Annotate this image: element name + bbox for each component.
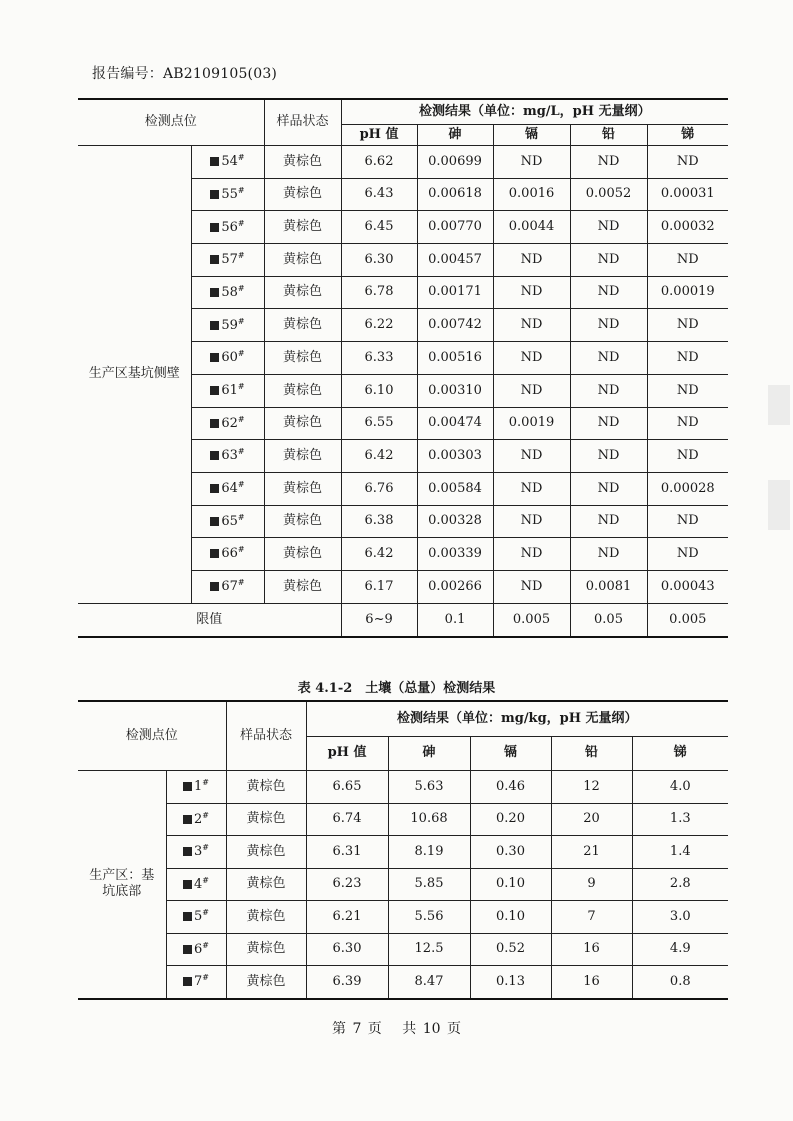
sample-point [191,472,264,505]
header-pb: 铅 [551,737,632,771]
value-cd: 0.0019 [493,407,570,440]
value-ph: 6.30 [341,244,417,277]
square-icon [183,977,192,986]
sample-id: 2 [194,811,203,827]
value-as: 0.00699 [417,146,493,179]
value-pb: 16 [551,933,632,966]
sample-id: 63 [221,448,238,464]
sample-id: 59 [221,317,238,333]
value-ph: 6.65 [306,771,388,804]
sample-point [166,771,226,804]
value-as: 0.00457 [417,244,493,277]
header-as: 砷 [417,125,493,146]
square-icon [210,321,219,330]
sample-state: 黄棕色 [226,868,306,901]
square-icon [210,419,219,428]
value-ph: 6.39 [306,966,388,999]
sample-id: 62 [221,415,238,431]
value-as: 0.00474 [417,407,493,440]
sample-point [191,440,264,473]
sample-id: 64 [221,481,238,497]
header-results: 检测结果（单位：mg/kg，pH 无量纲） [306,701,728,737]
sample-point [191,505,264,538]
value-pb: 7 [551,901,632,934]
value-as: 0.00584 [417,472,493,505]
square-icon [210,484,219,493]
value-pb: ND [570,146,647,179]
value-as: 0.00328 [417,505,493,538]
value-cd: 0.0016 [493,178,570,211]
sample-point [166,966,226,999]
table2-caption: 表 4.1-2 土壤（总量）检测结果 [297,681,496,696]
scan-edge-mark [768,480,790,530]
value-ph: 6.21 [306,901,388,934]
value-ph: 6.30 [306,933,388,966]
sample-point [191,342,264,375]
sample-state: 黄棕色 [226,803,306,836]
sample-id: 1 [194,779,203,795]
value-as: 8.47 [388,966,470,999]
sample-state: 黄棕色 [264,211,341,244]
value-pb: 16 [551,966,632,999]
table-row [78,868,728,901]
value-pb: ND [570,538,647,571]
group-label: 生产区基坑侧壁 [78,146,191,604]
square-icon [210,582,219,591]
sample-id-mark: # [237,349,245,359]
value-pb: 20 [551,803,632,836]
sample-state: 黄棕色 [226,901,306,934]
square-icon [183,945,192,954]
value-as: 0.00770 [417,211,493,244]
sample-point [191,178,264,211]
sample-point [191,146,264,179]
header-sb: 锑 [647,125,728,146]
value-as: 5.85 [388,868,470,901]
sample-id-mark: # [202,908,209,918]
value-ph: 6.62 [341,146,417,179]
square-icon [183,847,192,856]
sample-state: 黄棕色 [226,771,306,804]
value-pb: ND [570,440,647,473]
value-pb: 21 [551,836,632,869]
value-pb: 9 [551,868,632,901]
sample-id-mark: # [237,545,245,555]
value-cd: ND [493,472,570,505]
value-pb: ND [570,374,647,407]
value-cd: 0.20 [470,803,551,836]
square-icon [183,815,192,824]
value-ph: 6.33 [341,342,417,375]
square-icon [210,157,219,166]
sample-id: 6 [194,941,203,957]
value-sb: 1.3 [632,803,728,836]
sample-state: 黄棕色 [264,538,341,571]
value-sb: ND [647,374,728,407]
page-footer: 第 7 页 共 10 页 [332,1021,461,1037]
sample-point [166,933,226,966]
sample-state: 黄棕色 [264,407,341,440]
square-icon [210,353,219,362]
leaching-results-table [78,98,728,638]
table-row [78,966,728,999]
sample-id: 60 [221,350,238,366]
value-pb: ND [570,472,647,505]
sample-state: 黄棕色 [226,836,306,869]
header-state: 样品状态 [226,701,306,771]
value-as: 0.00742 [417,309,493,342]
sample-point [166,836,226,869]
sample-id-mark: # [202,843,209,853]
sample-point [191,211,264,244]
sample-state: 黄棕色 [264,374,341,407]
value-as: 5.56 [388,901,470,934]
header-ph: pH 值 [306,737,388,771]
sample-state: 黄棕色 [264,440,341,473]
value-ph: 6.74 [306,803,388,836]
header-ph: pH 值 [341,125,417,146]
value-as: 0.00516 [417,342,493,375]
value-cd: ND [493,570,570,603]
value-pb: 0.0081 [570,570,647,603]
limit-value: 0.005 [493,603,570,637]
value-as: 8.19 [388,836,470,869]
sample-id-mark: # [237,283,245,293]
sample-state: 黄棕色 [264,276,341,309]
sample-id-mark: # [237,447,245,457]
value-sb: ND [647,244,728,277]
sample-id: 7 [194,974,203,990]
value-pb: ND [570,505,647,538]
header-sb: 锑 [632,737,728,771]
value-ph: 6.31 [306,836,388,869]
limit-value: 6~9 [341,603,417,637]
value-ph: 6.55 [341,407,417,440]
value-cd: 0.13 [470,966,551,999]
value-ph: 6.10 [341,374,417,407]
value-cd: ND [493,374,570,407]
square-icon [210,451,219,460]
value-ph: 6.17 [341,570,417,603]
sample-state: 黄棕色 [264,178,341,211]
value-sb: 0.00019 [647,276,728,309]
value-sb: 1.4 [632,836,728,869]
value-sb: ND [647,309,728,342]
value-cd: ND [493,276,570,309]
value-as: 0.00171 [417,276,493,309]
limit-label: 限值 [78,603,341,637]
sample-id-mark: # [202,973,209,983]
value-as: 0.00339 [417,538,493,571]
sample-id: 66 [221,546,238,562]
value-cd: ND [493,538,570,571]
square-icon [210,517,219,526]
sample-point [191,244,264,277]
value-pb: ND [570,407,647,440]
value-pb: ND [570,244,647,277]
sample-id-mark: # [237,414,245,424]
sample-state: 黄棕色 [264,570,341,603]
header-cd: 镉 [470,737,551,771]
sample-id-mark: # [237,512,245,522]
header-point: 检测点位 [78,701,226,771]
sample-point [166,868,226,901]
value-sb: 0.00043 [647,570,728,603]
value-as: 0.00310 [417,374,493,407]
square-icon [210,190,219,199]
value-sb: 4.9 [632,933,728,966]
value-sb: ND [647,538,728,571]
sample-id: 57 [221,252,238,268]
value-cd: ND [493,505,570,538]
value-ph: 6.22 [341,309,417,342]
sample-state: 黄棕色 [264,342,341,375]
sample-id-mark: # [237,480,245,490]
scan-edge-mark [768,385,790,425]
table-row [78,901,728,934]
sample-state: 黄棕色 [264,505,341,538]
sample-state: 黄棕色 [226,966,306,999]
value-ph: 6.76 [341,472,417,505]
value-cd: 0.52 [470,933,551,966]
value-as: 0.00266 [417,570,493,603]
sample-point [191,538,264,571]
square-icon [183,880,192,889]
square-icon [210,288,219,297]
sample-id-mark: # [237,251,245,261]
value-cd: ND [493,342,570,375]
value-pb: ND [570,342,647,375]
sample-id-mark: # [202,778,209,788]
sample-id: 4 [194,876,203,892]
sample-state: 黄棕色 [226,933,306,966]
value-cd: ND [493,244,570,277]
table-row [78,146,728,179]
sample-point [191,276,264,309]
value-as: 5.63 [388,771,470,804]
sample-id: 54 [221,154,238,170]
value-ph: 6.78 [341,276,417,309]
value-cd: ND [493,440,570,473]
value-cd: 0.46 [470,771,551,804]
value-sb: ND [647,407,728,440]
sample-id: 5 [194,909,203,925]
value-as: 0.00618 [417,178,493,211]
header-cd: 镉 [493,125,570,146]
value-ph: 6.42 [341,440,417,473]
sample-point [191,407,264,440]
value-ph: 6.23 [306,868,388,901]
sample-id: 67 [221,579,238,595]
header-pb: 铅 [570,125,647,146]
sample-point [191,309,264,342]
table-row [78,771,728,804]
sample-point [166,803,226,836]
square-icon [210,549,219,558]
value-sb: 0.00032 [647,211,728,244]
value-as: 12.5 [388,933,470,966]
sample-id: 61 [221,383,238,399]
sample-id-mark: # [237,316,245,326]
value-cd: 0.10 [470,901,551,934]
value-sb: 4.0 [632,771,728,804]
sample-id: 56 [221,219,238,235]
header-as: 砷 [388,737,470,771]
sample-state: 黄棕色 [264,309,341,342]
value-sb: 3.0 [632,901,728,934]
sample-point [166,901,226,934]
value-sb: ND [647,440,728,473]
value-sb: ND [647,505,728,538]
sample-id-mark: # [202,940,209,950]
value-as: 10.68 [388,803,470,836]
square-icon [183,782,192,791]
value-sb: ND [647,146,728,179]
sample-point [191,570,264,603]
limit-value: 0.1 [417,603,493,637]
sample-id-mark: # [237,382,245,392]
header-results: 检测结果（单位：mg/L，pH 无量纲） [341,99,728,125]
sample-id: 55 [221,186,238,202]
value-cd: ND [493,309,570,342]
square-icon [210,386,219,395]
value-sb: 0.8 [632,966,728,999]
header-state: 样品状态 [264,99,341,146]
sample-id: 58 [221,284,238,300]
value-cd: 0.30 [470,836,551,869]
value-cd: 0.0044 [493,211,570,244]
square-icon [210,255,219,264]
sample-id-mark: # [202,810,209,820]
header-point: 检测点位 [78,99,264,146]
sample-id-mark: # [237,153,245,163]
report-number: 报告编号：AB2109105(03) [92,66,278,82]
sample-id-mark: # [202,875,209,885]
sample-point [191,374,264,407]
value-ph: 6.45 [341,211,417,244]
value-ph: 6.42 [341,538,417,571]
value-ph: 6.43 [341,178,417,211]
sample-state: 黄棕色 [264,244,341,277]
value-pb: ND [570,211,647,244]
limit-value: 0.005 [647,603,728,637]
table-row [78,803,728,836]
sample-id: 65 [221,513,238,529]
value-pb: ND [570,309,647,342]
sample-id-mark: # [237,185,245,195]
value-cd: ND [493,146,570,179]
square-icon [210,223,219,232]
value-sb: ND [647,342,728,375]
value-sb: 0.00031 [647,178,728,211]
sample-id: 3 [194,844,203,860]
total-soil-results-table [78,700,728,1000]
value-cd: 0.10 [470,868,551,901]
sample-id-mark: # [237,578,245,588]
value-ph: 6.38 [341,505,417,538]
sample-state: 黄棕色 [264,146,341,179]
value-pb: ND [570,276,647,309]
group-label: 生产区：基坑底部 [78,771,166,999]
sample-id-mark: # [237,218,245,228]
value-sb: 0.00028 [647,472,728,505]
value-pb: 12 [551,771,632,804]
value-pb: 0.0052 [570,178,647,211]
value-as: 0.00303 [417,440,493,473]
sample-state: 黄棕色 [264,472,341,505]
limit-value: 0.05 [570,603,647,637]
value-sb: 2.8 [632,868,728,901]
table-row [78,836,728,869]
square-icon [183,912,192,921]
table-row [78,933,728,966]
limit-row [78,603,728,637]
